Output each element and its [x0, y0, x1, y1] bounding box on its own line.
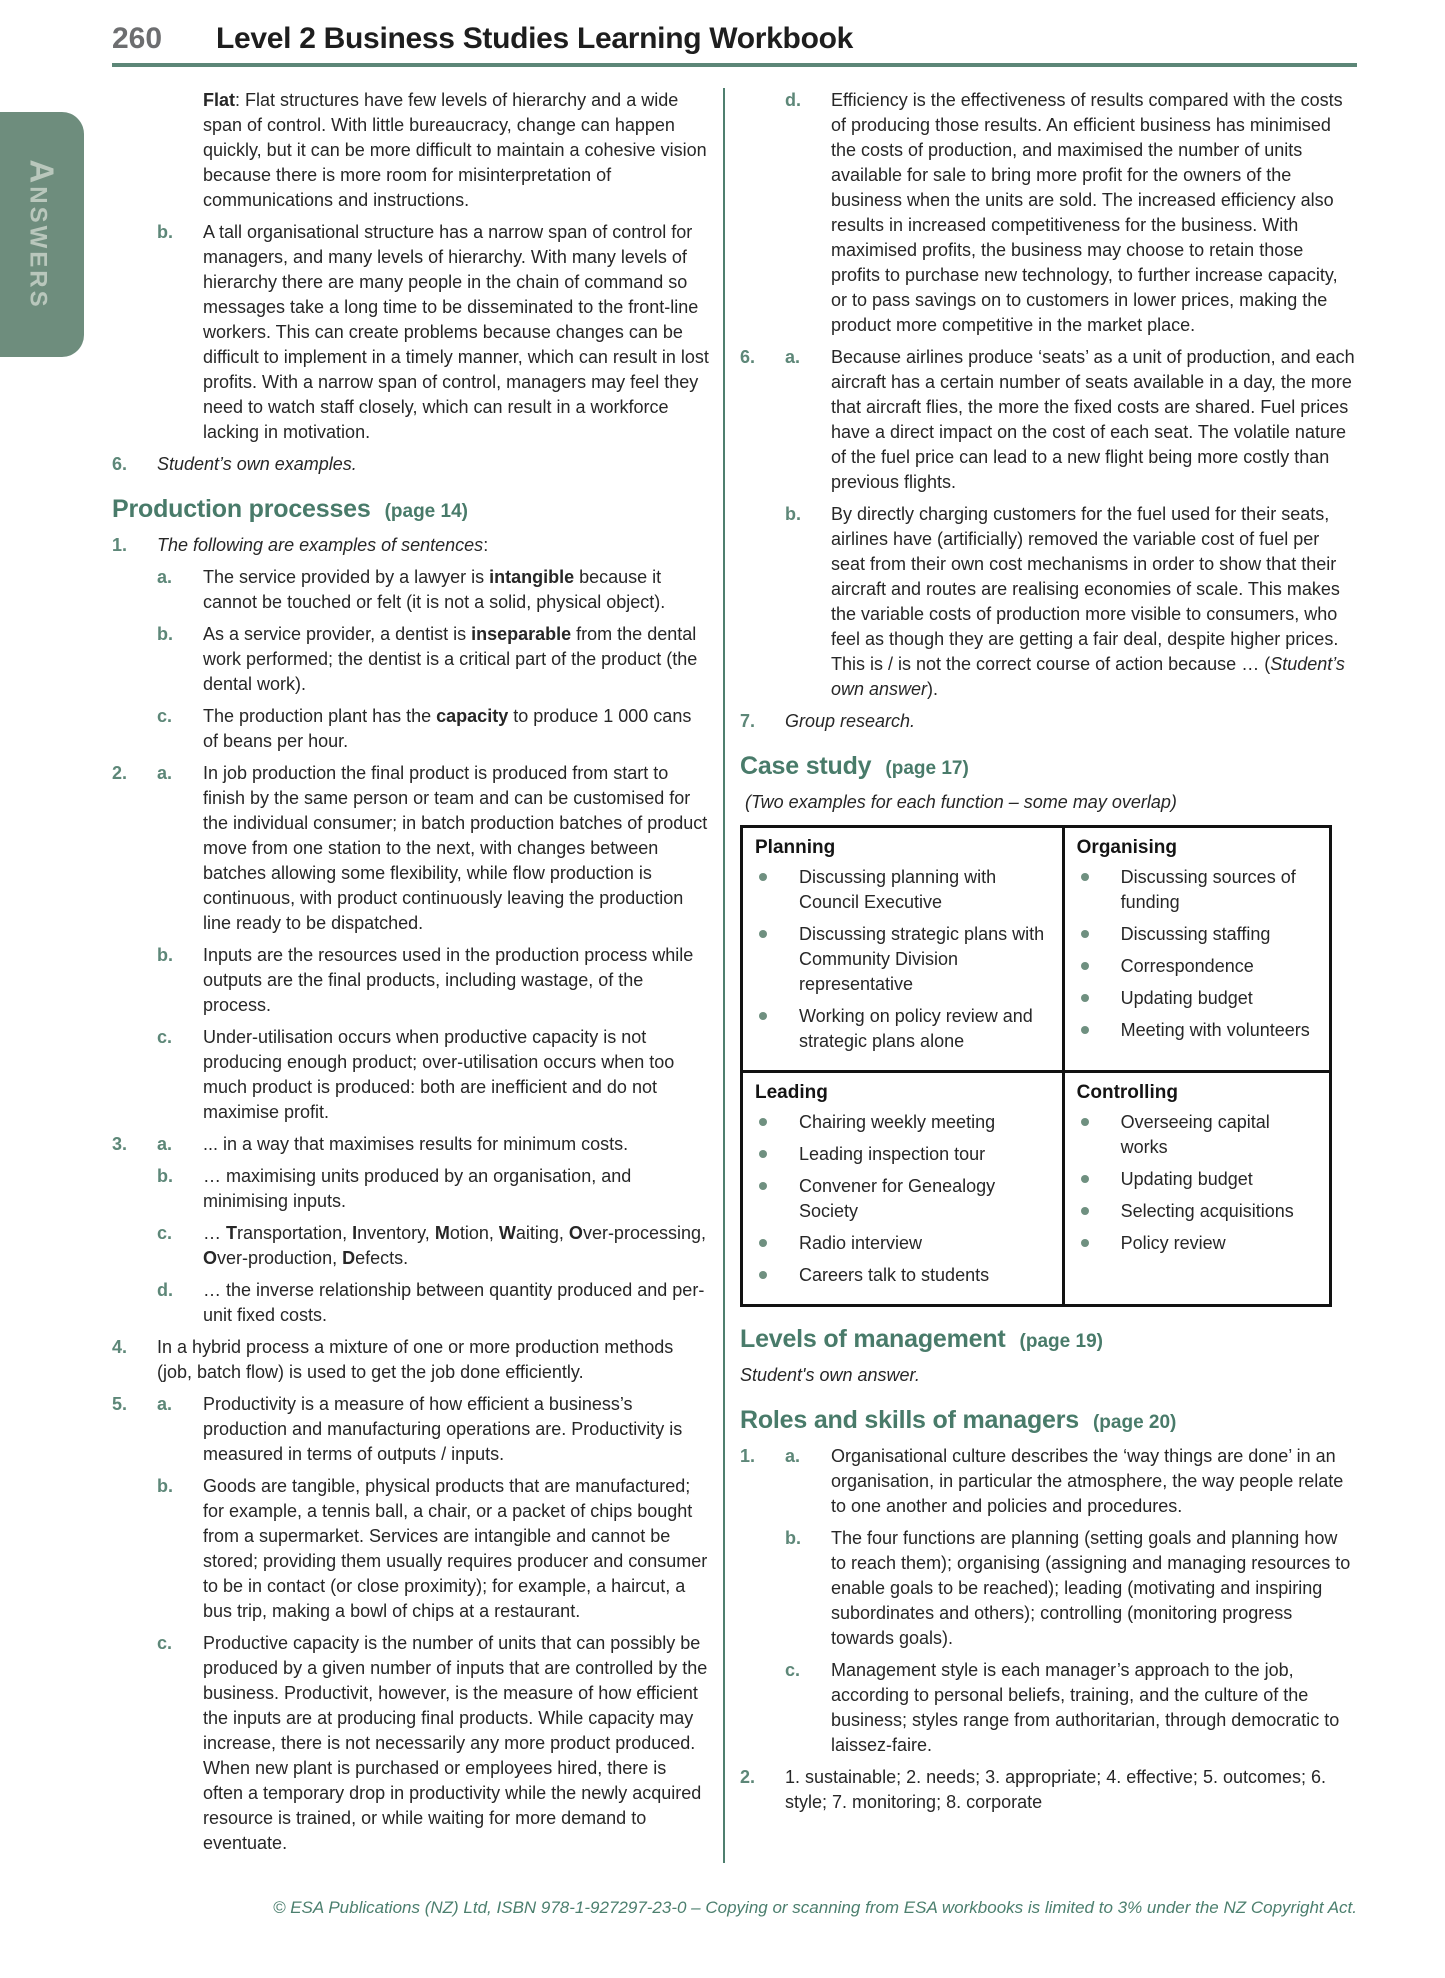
section-page-ref: (page 19): [1019, 1331, 1103, 1352]
column-divider: [723, 88, 725, 1863]
item-number: 2.: [740, 1767, 756, 1787]
item-number: 7.: [740, 711, 756, 731]
answer-item: [112, 88, 710, 213]
bullet-text: Careers talk to students: [799, 1265, 990, 1285]
answer-item: [112, 452, 710, 477]
case-study-table: [740, 825, 1332, 1307]
answer-item: [112, 761, 710, 936]
bullet-text: Policy review: [1120, 1233, 1226, 1253]
item-letter: a.: [157, 567, 173, 587]
bullet-text: Convener for Genealogy Society: [799, 1176, 996, 1221]
table-row: [742, 827, 1331, 1072]
answer-item: [740, 88, 1357, 338]
answer-item: [112, 1278, 710, 1328]
item-number: 6.: [740, 347, 756, 367]
item-text: By directly charging customers for the fuel used for their seats, airlines have (artificially) removed the variable cost of fuel per seat from their own cost mechanisms in order to show that their aircraft and routes are realising economies of scale. This makes the variable costs of production more visible to consumers, who feel as though they are getting a fair deal, despite higher prices. This is / is not the correct course of action because … (Student’s own answer).: [831, 504, 1345, 699]
item-letter: d.: [785, 90, 801, 110]
answer-item: [112, 565, 710, 615]
item-text: … Transportation, Inventory, Motion, Waiting, Over-processing, Over-production, Defects.: [203, 1223, 706, 1268]
answer-item: [112, 1631, 710, 1856]
bullet-icon: [759, 1150, 767, 1158]
item-text: … maximising units produced by an organisation, and minimising inputs.: [203, 1166, 632, 1211]
answer-item: [740, 1765, 1357, 1815]
answer-item: [112, 622, 710, 697]
page-number: 260: [112, 22, 163, 55]
answer-item: [740, 1444, 1357, 1519]
answer-item: [112, 1132, 710, 1157]
bullet-text: Overseeing capital works: [1120, 1112, 1270, 1157]
bullet-item: [1077, 1110, 1319, 1160]
answer-item: [112, 1025, 710, 1125]
section-heading: [740, 1408, 1357, 1435]
bullet-item: [1077, 922, 1319, 947]
bullet-icon: [759, 1118, 767, 1126]
section-note: (Two examples for each function – some may overlap): [745, 792, 1177, 812]
item-number: 1.: [112, 535, 128, 555]
item-number: [112, 1474, 157, 1624]
item-number: [112, 220, 157, 445]
bullet-icon: [759, 1182, 767, 1190]
item-letter: c.: [157, 1027, 173, 1047]
plain-text: Student's own answer.: [740, 1365, 920, 1385]
item-number: [112, 704, 157, 754]
bullet-icon: [759, 1012, 767, 1020]
item-letter: b.: [785, 1528, 801, 1548]
item-letter: b.: [157, 624, 173, 644]
content-columns: [112, 88, 1357, 1863]
item-text: The production plant has the capacity to produce 1 000 cans of beans per hour.: [203, 706, 692, 751]
bullet-icon: [1081, 1207, 1089, 1215]
answer-item: [740, 1658, 1357, 1758]
bullet-item: [755, 1174, 1052, 1224]
item-letter: b.: [785, 504, 801, 524]
bullet-item: [1077, 986, 1319, 1011]
answer-item: [112, 533, 710, 558]
item-number: [740, 1526, 785, 1651]
bullet-icon: [1081, 1239, 1089, 1247]
bullet-text: Updating budget: [1120, 1169, 1253, 1189]
bullet-item: [1077, 1167, 1319, 1192]
left-column: [112, 88, 710, 1863]
item-number: [112, 88, 157, 213]
item-number: [112, 1278, 157, 1328]
item-text: Flat: Flat structures have few levels of hierarchy and a wide span of control. With little bureaucracy, change can happen quickly, but it can be more difficult to maintain a cohesive vision because there is more room for misinterpretation of communications and instructions.: [203, 90, 707, 210]
item-text: In a hybrid process a mixture of one or more production methods (job, batch flow) is used to get the job done efficiently.: [157, 1337, 674, 1382]
bullet-text: Selecting acquisitions: [1120, 1201, 1294, 1221]
item-letter: d.: [157, 1280, 173, 1300]
table-cell-leading: [742, 1072, 1064, 1306]
section-page-ref: (page 14): [384, 501, 468, 522]
answers-tab-label-rest: NSWERS: [24, 186, 52, 310]
bullet-item: [1077, 865, 1319, 915]
bullet-icon: [1081, 873, 1089, 881]
item-letter: c.: [157, 1633, 173, 1653]
item-text: Because airlines produce ‘seats’ as a unit of production, and each aircraft has a certain number of seats available in a day, the more that aircraft flies, the more the fixed costs are shared. Fuel prices have a direct impact on the cost of each seat. The volatile nature of the fuel price can lead to a new flight being more costly than previous flights.: [831, 347, 1355, 492]
answer-item: [112, 1164, 710, 1214]
bullet-text: Leading inspection tour: [799, 1144, 986, 1164]
bullet-icon: [1081, 1175, 1089, 1183]
item-number: [112, 1221, 157, 1271]
item-letter: a.: [157, 1394, 173, 1414]
bullet-icon: [759, 1271, 767, 1279]
item-text: Organisational culture describes the ‘way things are done’ in an organisation, in particular the atmosphere, the way people relate to one another and policies and procedures.: [831, 1446, 1344, 1516]
item-text: … the inverse relationship between quantity produced and per-unit fixed costs.: [203, 1280, 705, 1325]
item-text: Student’s own examples.: [157, 454, 357, 474]
bullet-item: [755, 865, 1052, 915]
item-text: Productive capacity is the number of units that can possibly be produced by a given number of inputs that are controlled by the business. Productivit, however, is the measure of how efficient the inputs are at producing final products. While capacity may increase, there is not necessarily any more product produced. When new plant is purchased or employees hired, there is often a temporary drop in productivity while the newly acquired resource is trained, or while waiting for more demand to eventuate.: [203, 1633, 708, 1853]
item-number: [112, 943, 157, 1018]
item-number: 4.: [112, 1337, 128, 1357]
answers-side-tab: [0, 112, 84, 357]
bullet-text: Chairing weekly meeting: [799, 1112, 996, 1132]
bullet-text: Correspondence: [1120, 956, 1254, 976]
bullet-text: Updating budget: [1120, 988, 1253, 1008]
item-text: ... in a way that maximises results for minimum costs.: [203, 1134, 629, 1154]
bullet-text: Meeting with volunteers: [1120, 1020, 1310, 1040]
bullet-text: Discussing strategic plans with Community Division representative: [799, 924, 1045, 994]
item-letter: c.: [157, 1223, 173, 1243]
bullet-item: [1077, 1199, 1319, 1224]
bullet-text: Radio interview: [799, 1233, 923, 1253]
page-title: Level 2 Business Studies Learning Workbook: [216, 22, 854, 55]
bullet-text: Discussing sources of funding: [1120, 867, 1296, 912]
section-page-ref: (page 20): [1092, 1412, 1177, 1433]
header-rule: [112, 63, 1357, 67]
item-text: As a service provider, a dentist is inseparable from the dental work performed; the dentist is a critical part of the product (the dental work).: [203, 624, 698, 694]
answer-item: [112, 220, 710, 445]
answer-item: [112, 1474, 710, 1624]
item-letter: b.: [157, 1166, 173, 1186]
item-letter: a.: [785, 1446, 801, 1466]
bullet-text: Working on policy review and strategic plans alone: [799, 1006, 1033, 1051]
table-cell-organising: [1063, 827, 1330, 1072]
item-number: [112, 565, 157, 615]
item-number: 5.: [112, 1394, 128, 1414]
answer-item: [740, 502, 1357, 702]
section-heading: [740, 754, 1357, 781]
item-letter: [157, 88, 203, 213]
item-text: In job production the final product is produced from start to finish by the same person or team and can be customised for the individual consumer; in batch production batches of product move from one station to the next, with changes between batches allowing some flexibility, while flow production is continuous, with product continuously leaving the production line ready to be dispatched.: [203, 763, 708, 933]
bullet-text: Discussing staffing: [1120, 924, 1271, 944]
item-text: Goods are tangible, physical products that are manufactured; for example, a tennis ball, a chair, or a packet of chips bought from a supermarket. Services are intangible and cannot be stored; providing them usually requires producer and consumer to be in contact (or close proximity); for example, a haircut, a bus trip, making a bowl of chips at a restaurant.: [203, 1476, 708, 1621]
page-header: [112, 22, 853, 56]
item-number: [740, 1658, 785, 1758]
bullet-item: [755, 922, 1052, 997]
item-number: [112, 1164, 157, 1214]
item-number: [112, 1631, 157, 1856]
answer-item: [740, 345, 1357, 495]
item-text: A tall organisational structure has a narrow span of control for managers, and many levels of hierarchy. With many levels of hierarchy there are many people in the chain of command so messages take a long time to be disseminated to the front-line workers. This can create problems because changes can be difficult to implement in a timely manner, which can result in lost profits. With a narrow span of control, managers may feel they need to watch staff closely, which can result in a workforce lacking in motivation.: [203, 222, 709, 442]
item-text: The service provided by a lawyer is intangible because it cannot be touched or felt (it is not a solid, physical object).: [203, 567, 666, 612]
bullet-item: [755, 1263, 1052, 1288]
item-letter: b.: [157, 1476, 173, 1496]
answers-tab-label: [23, 159, 61, 310]
item-number: [112, 1025, 157, 1125]
item-number: 2.: [112, 763, 128, 783]
bullet-icon: [759, 930, 767, 938]
table-cell-header: Planning: [755, 837, 836, 858]
answer-item: [740, 1526, 1357, 1651]
bullet-item: [1077, 1231, 1319, 1256]
item-text: Management style is each manager’s approach to the job, according to personal beliefs, training, and the culture of the business; styles range from authoritarian, through democratic to laissez-faire.: [831, 1660, 1340, 1755]
answers-tab-label-cap: A: [23, 159, 61, 187]
answer-item: [740, 709, 1357, 734]
table-cell-controlling: [1063, 1072, 1330, 1306]
item-text: Group research.: [785, 711, 916, 731]
item-number: [740, 88, 785, 338]
answer-item: [112, 1392, 710, 1467]
bullet-icon: [1081, 1026, 1089, 1034]
item-text: Efficiency is the effectiveness of results compared with the costs of producing those results. An efficient business has minimised the costs of production, and maximised the number of units available for sale to bring more profit for the owners of the business when the units are sold. The increased efficiency also results in increased competitiveness for the business. With maximised profits, the business may choose to retain those profits to purchase new technology, to further increase capacity, or to pass savings on to customers in lower prices, making the product more competitive in the market place.: [831, 90, 1343, 335]
section-heading: [112, 497, 710, 524]
bullet-item: [755, 1142, 1052, 1167]
item-text: 1. sustainable; 2. needs; 3. appropriate; 4. effective; 5. outcomes; 6. style; 7. monitoring; 8. corporate: [785, 1767, 1327, 1812]
section-heading: [740, 1327, 1357, 1354]
item-letter: a.: [785, 347, 801, 367]
bullet-text: Discussing planning with Council Executive: [799, 867, 997, 912]
bullet-icon: [1081, 994, 1089, 1002]
bullet-item: [755, 1110, 1052, 1135]
table-cell-header: Leading: [755, 1082, 828, 1103]
answer-item: [112, 1221, 710, 1271]
item-letter: a.: [157, 1134, 173, 1154]
bullet-item: [755, 1004, 1052, 1054]
bullet-icon: [759, 873, 767, 881]
item-number: 3.: [112, 1134, 128, 1154]
bullet-icon: [1081, 962, 1089, 970]
bullet-icon: [1081, 1118, 1089, 1126]
section-title: Production processes: [112, 495, 371, 523]
table-cell-header: Controlling: [1076, 1082, 1178, 1103]
bullet-icon: [1081, 930, 1089, 938]
table-row: [742, 1072, 1331, 1306]
item-text: Inputs are the resources used in the production process while outputs are the final products, including wastage, of the process.: [203, 945, 694, 1015]
item-letter: c.: [157, 706, 173, 726]
section-title: Levels of management: [740, 1325, 1006, 1353]
answer-item: [112, 1335, 710, 1385]
bullet-item: [755, 1231, 1052, 1256]
item-text: The four functions are planning (setting goals and planning how to reach them); organising (assigning and managing resources to enable goals to be reached); leading (motivating and inspiring subordinates and others); controlling (monitoring progress towards goals).: [831, 1528, 1351, 1648]
table-cell-header: Organising: [1076, 837, 1177, 858]
section-page-ref: (page 17): [885, 758, 969, 779]
item-letter: c.: [785, 1660, 801, 1680]
right-column: [740, 88, 1357, 1863]
item-letter: b.: [157, 222, 173, 242]
item-number: 1.: [740, 1446, 756, 1466]
item-text: Productivity is a measure of how efficient a business’s production and manufacturing operations are. Productivity is measured in terms of outputs / inputs.: [203, 1394, 683, 1464]
item-letter: a.: [157, 763, 173, 783]
bullet-item: [1077, 954, 1319, 979]
item-number: [112, 622, 157, 697]
answer-item: [112, 943, 710, 1018]
section-title: Roles and skills of managers: [740, 1406, 1079, 1434]
bullet-icon: [759, 1239, 767, 1247]
item-number: 6.: [112, 454, 128, 474]
answer-item: [112, 704, 710, 754]
item-letter: b.: [157, 945, 173, 965]
section-title: Case study: [740, 752, 872, 780]
page-footer: © ESA Publications (NZ) Ltd, ISBN 978-1-927297-23-0 – Copying or scanning from ESA workbooks is limited to 3% under the NZ Copyright Act.: [272, 1898, 1357, 1917]
item-text: Under-utilisation occurs when productive capacity is not producing enough product; over-utilisation occurs when too much product is produced: both are inefficient and do not maximise profit.: [203, 1027, 675, 1122]
bullet-item: [1077, 1018, 1319, 1043]
item-text: The following are examples of sentences:: [157, 535, 489, 555]
table-cell-planning: [742, 827, 1064, 1072]
item-number: [740, 502, 785, 702]
